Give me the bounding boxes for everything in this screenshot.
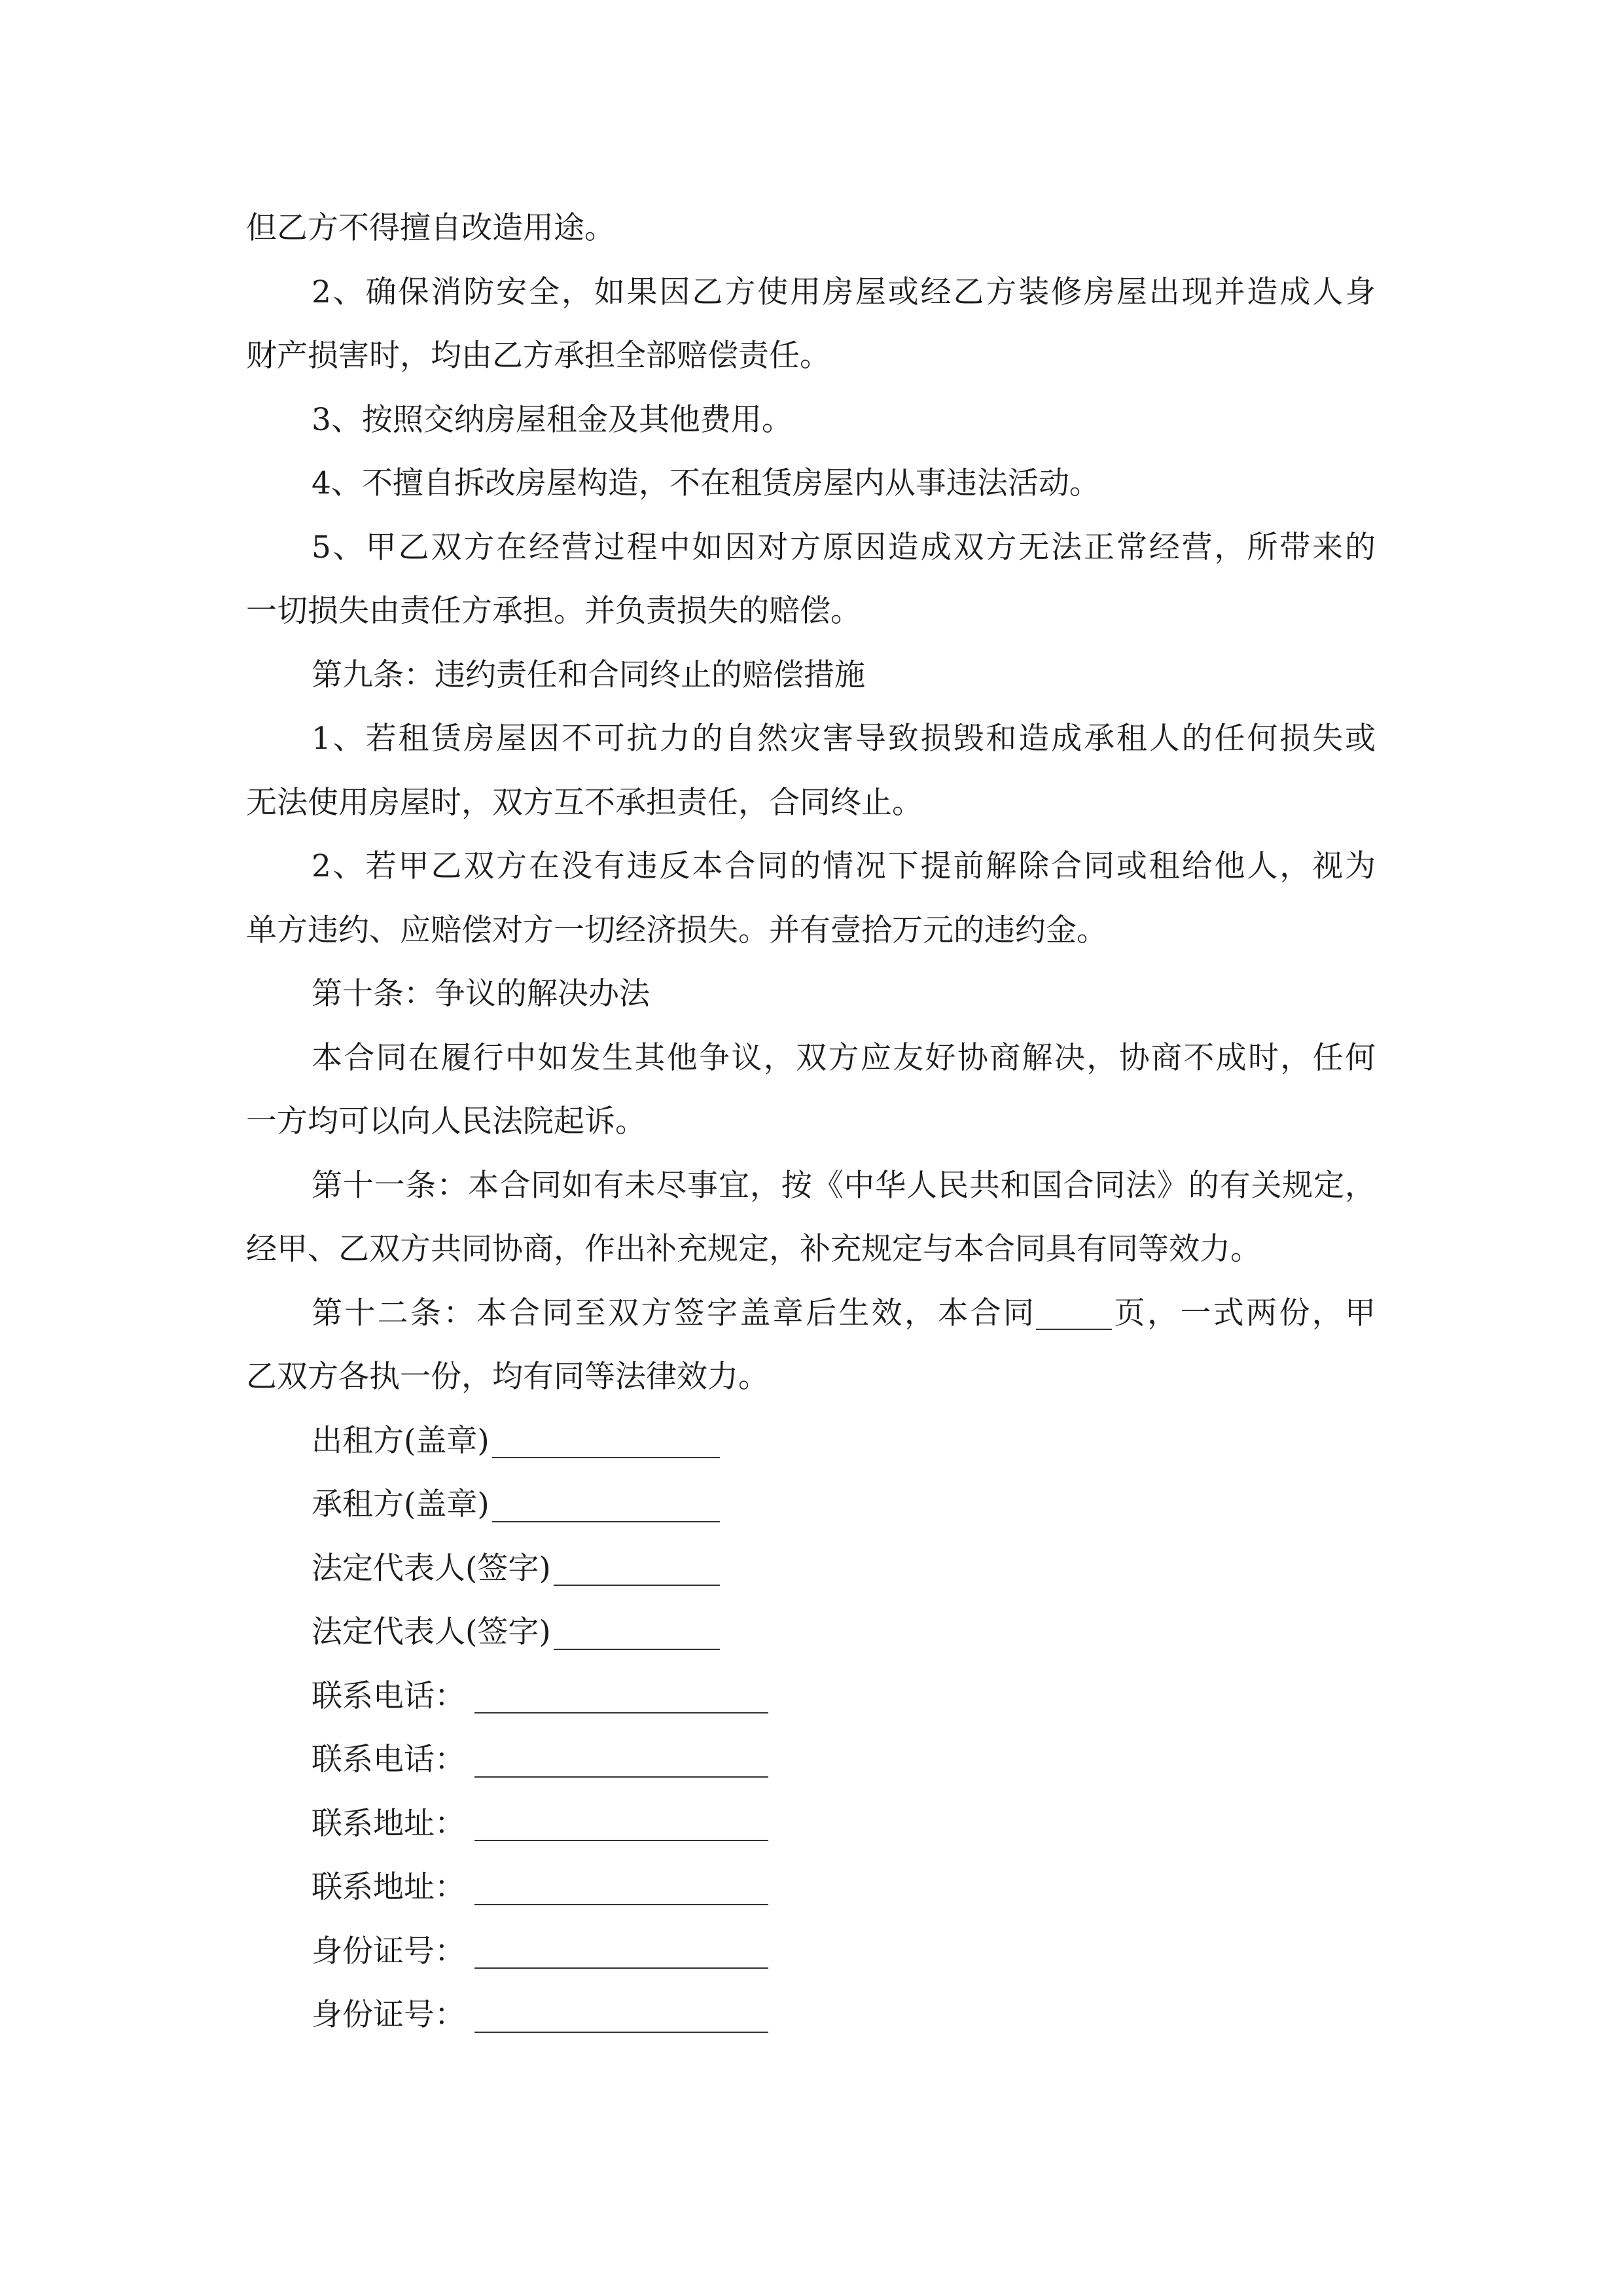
signature-blank bbox=[554, 1600, 720, 1650]
article-12-text-before-blank: 第十二条：本合同至双方签字盖章后生效，本合同 bbox=[312, 1295, 1037, 1331]
article-9-item-1-line: 1、若租赁房屋因不可抗力的自然灾害导致损毁和造成承租人的任何损失或 bbox=[312, 721, 1376, 757]
clause-item-4-line: 4、不擅自拆改房屋构造，不在租赁房屋内从事违法活动。 bbox=[312, 465, 1100, 501]
clause-item-5-line: 5、甲乙双方在经营过程中如因对方原因造成双方无法正常经营，所带来的 bbox=[312, 529, 1376, 565]
article-9-item-1-line: 无法使用房屋时，双方互不承担责任，合同终止。 bbox=[246, 784, 923, 821]
signature-blank bbox=[492, 1409, 720, 1459]
field-label: 出租方(盖章) bbox=[312, 1422, 490, 1459]
article-12-line: 乙双方各执一份，均有同等法律效力。 bbox=[246, 1359, 769, 1395]
phone-field bbox=[246, 1664, 768, 1729]
field-label: 联系电话： bbox=[312, 1742, 465, 1778]
phone-field bbox=[246, 1728, 768, 1792]
article-10-body-line: 本合同在履行中如发生其他争议，双方应友好协商解决，协商不成时，任何 bbox=[312, 1039, 1376, 1076]
field-label: 法定代表人(签字) bbox=[312, 1614, 551, 1650]
field-label: 身份证号： bbox=[312, 1997, 465, 2033]
article-10-heading: 第十条：争议的解决办法 bbox=[312, 976, 650, 1012]
page-count-blank bbox=[1036, 1309, 1112, 1330]
address-field bbox=[246, 1856, 768, 1920]
field-label: 身份证号： bbox=[312, 1933, 465, 1969]
field-label: 联系电话： bbox=[312, 1677, 465, 1714]
article-12-line bbox=[246, 1282, 1376, 1346]
address-field bbox=[246, 1792, 768, 1856]
signature-blank bbox=[554, 1537, 720, 1587]
fill-in-blank bbox=[474, 1792, 768, 1842]
lessor-seal-field bbox=[246, 1409, 720, 1473]
fill-in-blank bbox=[474, 1664, 768, 1714]
article-9-item-2-line: 单方违约、应赔偿对方一切经济损失。并有壹拾万元的违约金。 bbox=[246, 912, 1107, 948]
field-label: 联系地址： bbox=[312, 1869, 465, 1905]
clause-item-2-line: 2、确保消防安全，如果因乙方使用房屋或经乙方装修房屋出现并造成人身 bbox=[312, 274, 1376, 310]
clause-item-3-line: 3、按照交纳房屋租金及其他费用。 bbox=[312, 401, 793, 438]
paragraph-line: 但乙方不得擅自改造用途。 bbox=[246, 210, 615, 246]
legal-representative-signature-field bbox=[246, 1537, 720, 1601]
legal-representative-signature-field bbox=[246, 1600, 720, 1664]
fill-in-blank bbox=[474, 1856, 768, 1905]
contract-text bbox=[246, 196, 1376, 2047]
field-label: 法定代表人(签字) bbox=[312, 1550, 551, 1587]
signature-blank bbox=[492, 1473, 720, 1522]
field-label: 联系地址： bbox=[312, 1805, 465, 1842]
article-9-heading: 第九条：违约责任和合同终止的赔偿措施 bbox=[312, 656, 865, 693]
article-9-item-2-line: 2、若甲乙双方在没有违反本合同的情况下提前解除合同或租给他人，视为 bbox=[312, 848, 1376, 884]
clause-item-2-line: 财产损害时，均由乙方承担全部赔偿责任。 bbox=[246, 338, 830, 374]
id-number-field bbox=[246, 1920, 768, 1984]
article-11-line: 第十一条：本合同如有未尽事宜，按《中华人民共和国合同法》的有关规定， bbox=[312, 1167, 1376, 1204]
fill-in-blank bbox=[474, 1920, 768, 1969]
article-12-text-after-blank: 页，一式两份，甲 bbox=[1112, 1295, 1376, 1331]
id-number-field bbox=[246, 1983, 768, 2047]
fill-in-blank bbox=[474, 1983, 768, 2033]
lessee-seal-field bbox=[246, 1473, 720, 1537]
fill-in-blank bbox=[474, 1728, 768, 1778]
article-10-body-line: 一方均可以向人民法院起诉。 bbox=[246, 1103, 646, 1139]
field-label: 承租方(盖章) bbox=[312, 1486, 490, 1522]
article-11-line: 经甲、乙双方共同协商，作出补充规定，补充规定与本合同具有同等效力。 bbox=[246, 1231, 1261, 1267]
clause-item-5-line: 一切损失由责任方承担。并负责损失的赔偿。 bbox=[246, 593, 861, 629]
